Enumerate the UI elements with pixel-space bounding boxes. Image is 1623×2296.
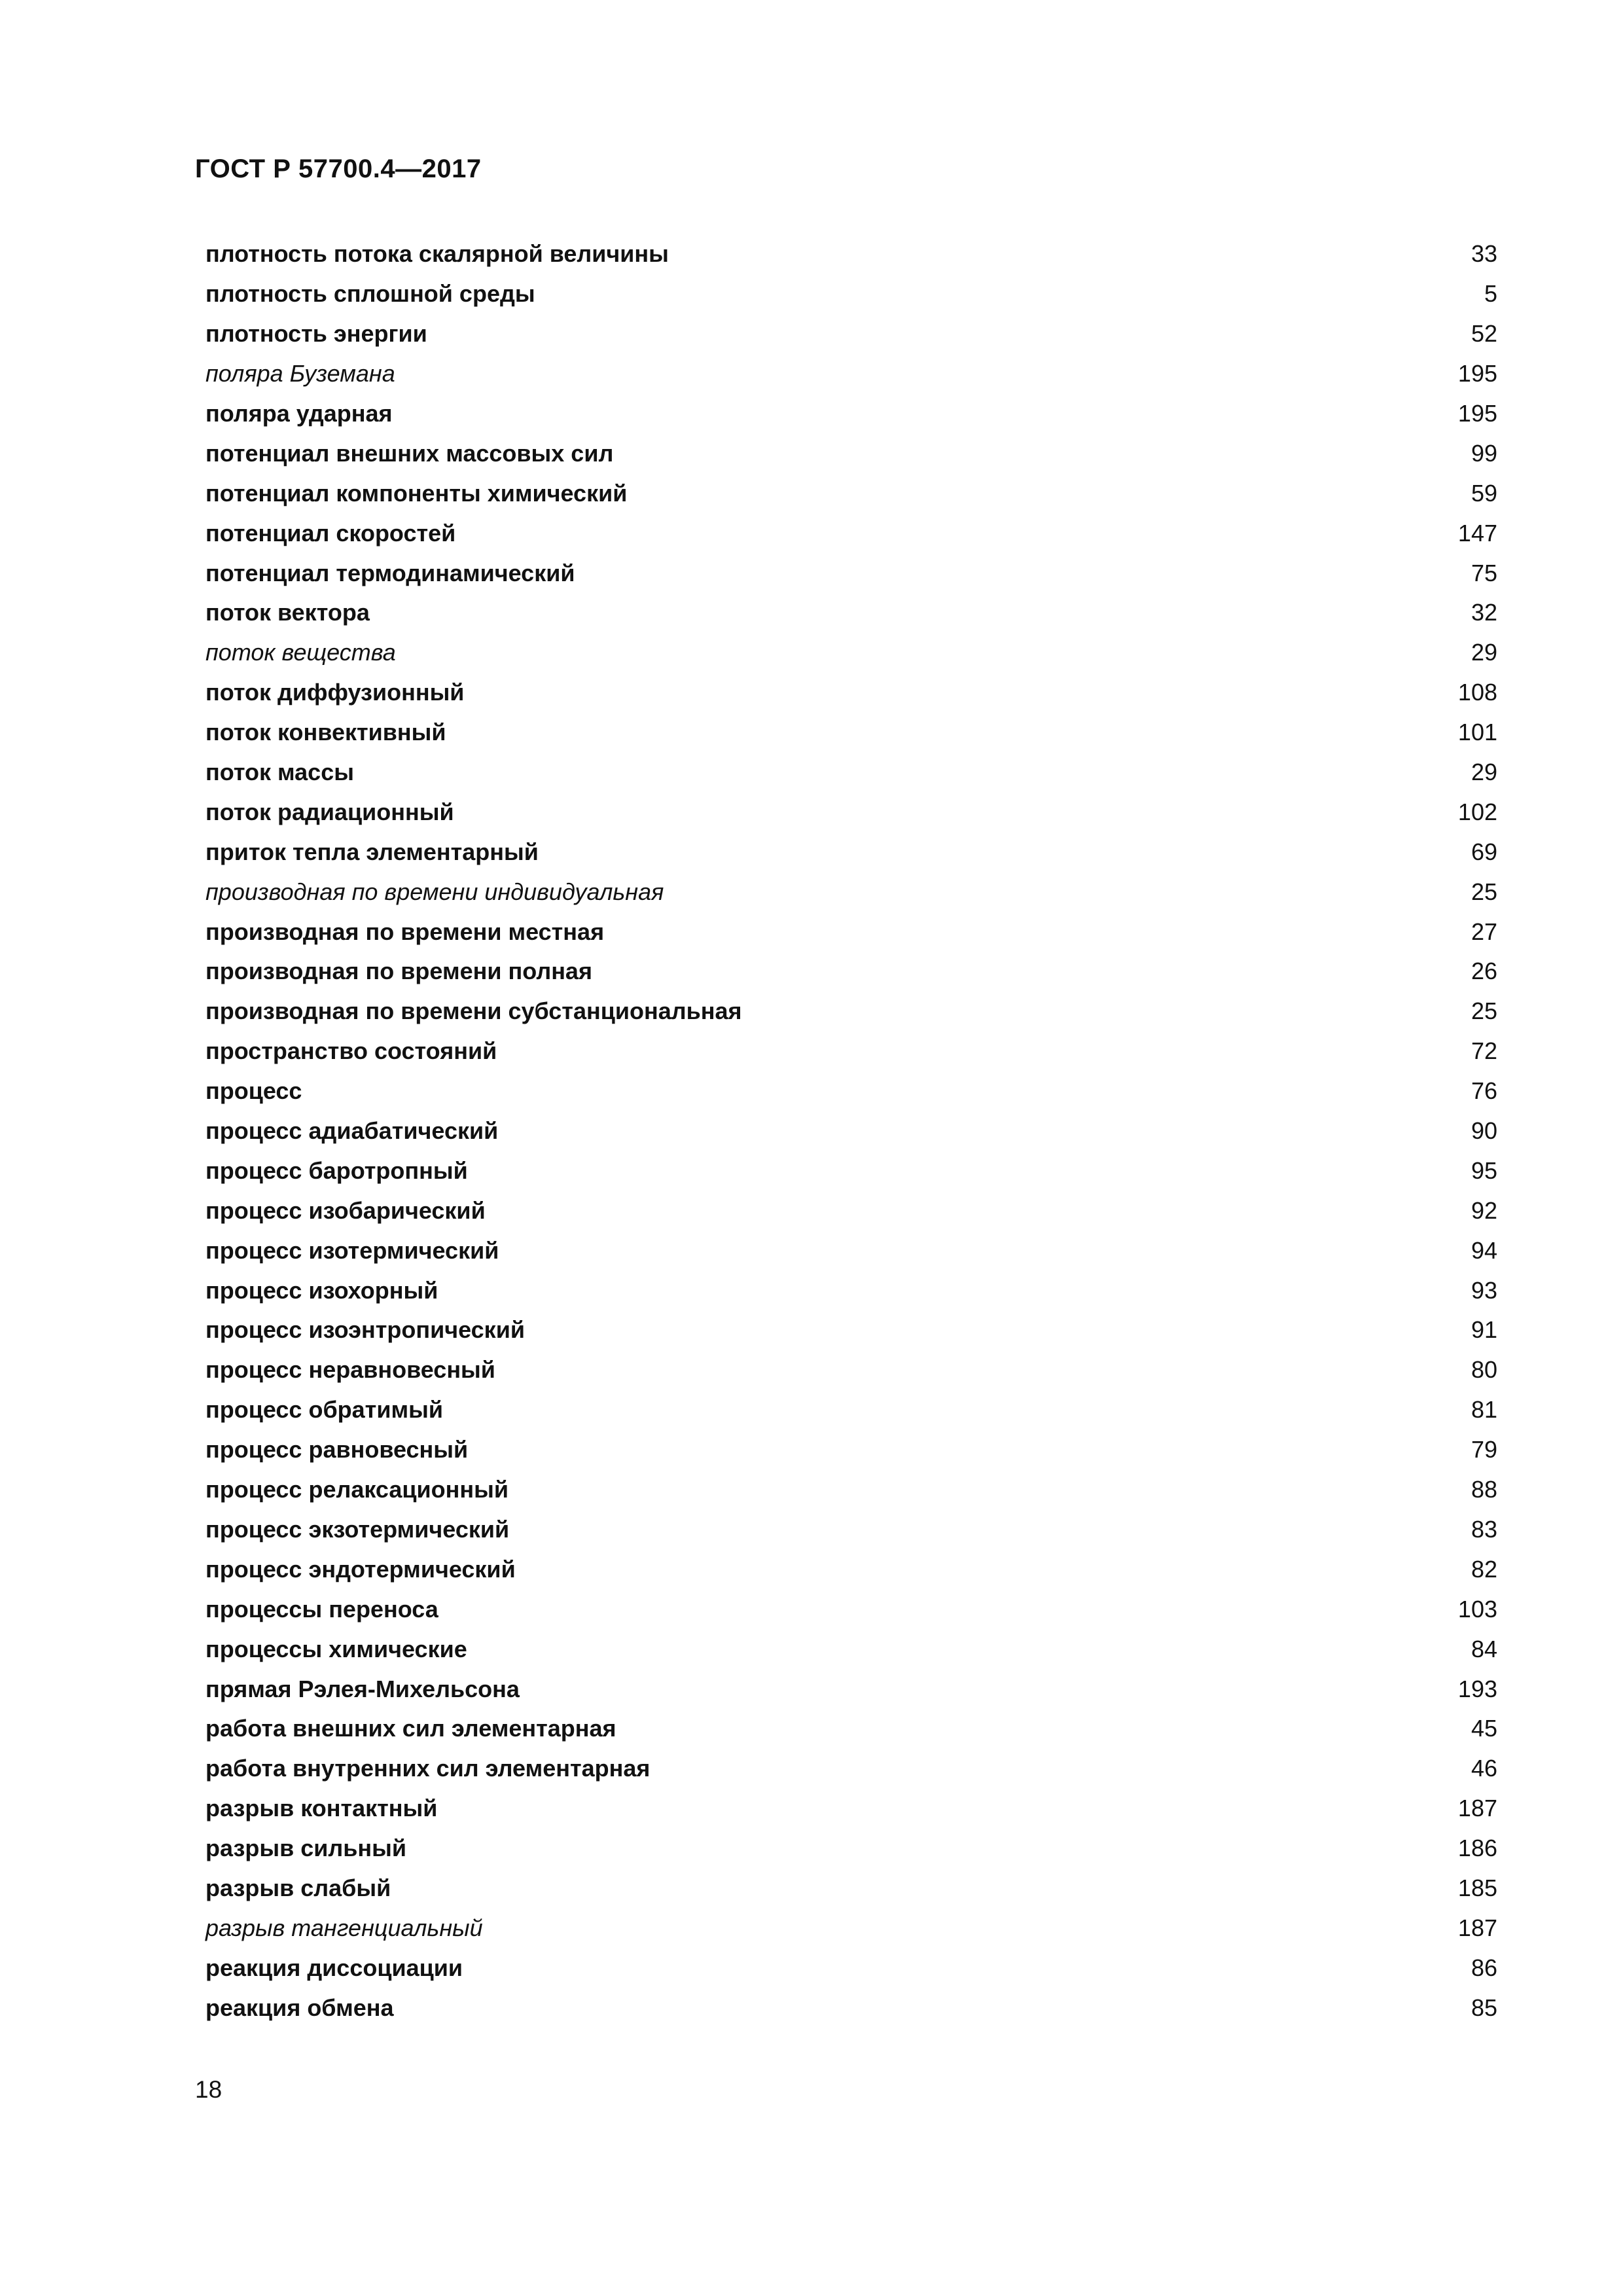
- index-entry: [205, 1629, 1497, 1669]
- index-page-ref: 93: [1471, 1276, 1497, 1304]
- index-entry: [205, 513, 1497, 553]
- index-entry: [205, 473, 1497, 513]
- index-page-ref: 81: [1471, 1396, 1497, 1424]
- index-term: потенциал скоростей: [205, 519, 456, 547]
- index-term: процесс изобарический: [205, 1196, 486, 1224]
- index-entry: [205, 354, 1497, 394]
- index-page-ref: 83: [1471, 1515, 1497, 1543]
- index-entry: [205, 394, 1497, 434]
- index-term: процесс неравновесный: [205, 1356, 495, 1384]
- index-page-ref: 91: [1471, 1316, 1497, 1344]
- index-term: потенциал термодинамический: [205, 559, 575, 586]
- index-term: поток радиационный: [205, 798, 454, 825]
- index-term: поток конвективный: [205, 719, 446, 746]
- index-term: процесс обратимый: [205, 1396, 443, 1424]
- index-entry: [205, 1988, 1497, 2028]
- index-term: прямая Рэлея-Михельсона: [205, 1675, 520, 1702]
- index-entry: [205, 1749, 1497, 1789]
- index-term: потенциал компоненты химический: [205, 479, 628, 507]
- index-term: плотность энергии: [205, 320, 427, 348]
- index-page-ref: 195: [1457, 360, 1497, 387]
- index-entry: [205, 1829, 1497, 1869]
- index-page-ref: 69: [1471, 838, 1497, 865]
- index-entry: [205, 992, 1497, 1031]
- index-term: пространство состояний: [205, 1037, 497, 1065]
- index-entry: [205, 553, 1497, 593]
- index-entry: [205, 1709, 1497, 1749]
- index-page-ref: 72: [1471, 1037, 1497, 1065]
- document-header: ГОСТ Р 57700.4—2017: [195, 154, 482, 183]
- index-term: поток вещества: [205, 639, 396, 666]
- index-page-ref: 92: [1471, 1196, 1497, 1224]
- index-page-ref: 99: [1471, 439, 1497, 467]
- index-page-ref: 193: [1457, 1675, 1497, 1702]
- index-page-ref: 27: [1471, 918, 1497, 945]
- index-term: поток диффузионный: [205, 679, 465, 706]
- index-page-ref: 86: [1471, 1954, 1497, 1981]
- index-entry: [205, 1430, 1497, 1470]
- index-page-ref: 84: [1471, 1635, 1497, 1662]
- index-entry: [205, 274, 1497, 314]
- index-term: производная по времени местная: [205, 918, 605, 945]
- index-page-ref: 59: [1471, 479, 1497, 507]
- index-entry: [205, 832, 1497, 872]
- index-page-ref: 52: [1471, 320, 1497, 348]
- index-term: процесс изоэнтропический: [205, 1316, 525, 1344]
- index-entry: [205, 1230, 1497, 1270]
- index-term: производная по времени индивидуальная: [205, 878, 664, 905]
- index-page-ref: 90: [1471, 1117, 1497, 1145]
- index-term: разрыв тангенциальный: [205, 1914, 483, 1941]
- index-entry: [205, 1948, 1497, 1988]
- index-term: процесс изотермический: [205, 1236, 499, 1264]
- index-page-ref: 88: [1471, 1476, 1497, 1503]
- index-entry: [205, 593, 1497, 633]
- index-entry: [205, 1071, 1497, 1111]
- index-term: процесс изохорный: [205, 1276, 438, 1304]
- index-term: поток вектора: [205, 599, 370, 626]
- index-page-ref: 25: [1471, 997, 1497, 1025]
- index-page-ref: 25: [1471, 878, 1497, 905]
- index-term: плотность сплошной среды: [205, 280, 535, 308]
- index-page-ref: 94: [1471, 1236, 1497, 1264]
- index-page-ref: 75: [1471, 559, 1497, 586]
- index-page-ref: 29: [1471, 639, 1497, 666]
- index-page-ref: 85: [1471, 1994, 1497, 2021]
- index-term: потенциал внешних массовых сил: [205, 439, 614, 467]
- index-page-ref: 79: [1471, 1436, 1497, 1463]
- index-term: производная по времени полная: [205, 958, 592, 985]
- index-term: процессы химические: [205, 1635, 467, 1662]
- index-term: поток массы: [205, 759, 354, 786]
- index-entry: [205, 1669, 1497, 1709]
- index-term: разрыв контактный: [205, 1795, 438, 1822]
- index-page-ref: 187: [1457, 1914, 1497, 1941]
- index-entry: [205, 912, 1497, 952]
- index-term: плотность потока скалярной величины: [205, 240, 669, 268]
- index-entry: [205, 792, 1497, 832]
- index-page-ref: 186: [1457, 1835, 1497, 1862]
- index-term: процесс баротропный: [205, 1157, 468, 1184]
- index-term: процесс равновесный: [205, 1436, 469, 1463]
- index-term: процесс экзотермический: [205, 1515, 510, 1543]
- index-page-ref: 32: [1471, 599, 1497, 626]
- index-entry: [205, 1589, 1497, 1629]
- index-term: разрыв слабый: [205, 1874, 391, 1901]
- index-page-ref: 45: [1471, 1715, 1497, 1742]
- index-entry: [205, 1270, 1497, 1310]
- index-entry: [205, 1908, 1497, 1948]
- index-entry: [205, 952, 1497, 992]
- index-term: поляра Буземана: [205, 360, 395, 387]
- page-number: 18: [195, 2076, 223, 2103]
- index-entry: [205, 1789, 1497, 1829]
- index-term: процесс адиабатический: [205, 1117, 499, 1145]
- index-term: процессы переноса: [205, 1595, 438, 1623]
- index-page-ref: 76: [1471, 1077, 1497, 1105]
- index-term: поляра ударная: [205, 400, 393, 427]
- index-page-ref: 195: [1457, 400, 1497, 427]
- index-page-ref: 147: [1457, 519, 1497, 547]
- index-entry: [205, 713, 1497, 753]
- index-term: процесс релаксационный: [205, 1476, 508, 1503]
- index-entry: [205, 1310, 1497, 1350]
- index-entry: [205, 673, 1497, 713]
- index-term: производная по времени субстанциональная: [205, 997, 742, 1025]
- index-entry: [205, 1549, 1497, 1589]
- index-page-ref: 187: [1457, 1795, 1497, 1822]
- index-term: работа внутренних сил элементарная: [205, 1755, 651, 1782]
- index-page-ref: 29: [1471, 759, 1497, 786]
- index-entry: [205, 234, 1497, 274]
- index-term: реакция диссоциации: [205, 1954, 463, 1981]
- index-entry: [205, 753, 1497, 793]
- index-entry: [205, 1470, 1497, 1510]
- index-page-ref: 46: [1471, 1755, 1497, 1782]
- index-page-ref: 108: [1457, 679, 1497, 706]
- index-entry: [205, 1869, 1497, 1909]
- index-entry: [205, 1031, 1497, 1071]
- index-entry: [205, 314, 1497, 354]
- index-page-ref: 95: [1471, 1157, 1497, 1184]
- index-term: процесс эндотермический: [205, 1555, 516, 1583]
- index-entry: [205, 1350, 1497, 1390]
- index-entry: [205, 433, 1497, 473]
- index-term: процесс: [205, 1077, 302, 1105]
- index-page-ref: 80: [1471, 1356, 1497, 1384]
- index-page-ref: 101: [1457, 719, 1497, 746]
- index-entry: [205, 1510, 1497, 1550]
- index-page-ref: 26: [1471, 958, 1497, 985]
- index-entry: [205, 1111, 1497, 1151]
- index-entry: [205, 872, 1497, 912]
- index-page-ref: 33: [1471, 240, 1497, 268]
- index-term: разрыв сильный: [205, 1835, 406, 1862]
- index-page-ref: 103: [1457, 1595, 1497, 1623]
- index-term: реакция обмена: [205, 1994, 394, 2021]
- index-page-ref: 5: [1484, 280, 1497, 308]
- index-term: работа внешних сил элементарная: [205, 1715, 616, 1742]
- index-page-ref: 102: [1457, 798, 1497, 825]
- index-page-ref: 185: [1457, 1874, 1497, 1901]
- index-term: приток тепла элементарный: [205, 838, 539, 865]
- index-entry: [205, 1191, 1497, 1230]
- index-entry: [205, 1151, 1497, 1191]
- alphabetical-index-list: [205, 234, 1497, 2028]
- index-entry: [205, 1390, 1497, 1430]
- index-entry: [205, 633, 1497, 673]
- index-page-ref: 82: [1471, 1555, 1497, 1583]
